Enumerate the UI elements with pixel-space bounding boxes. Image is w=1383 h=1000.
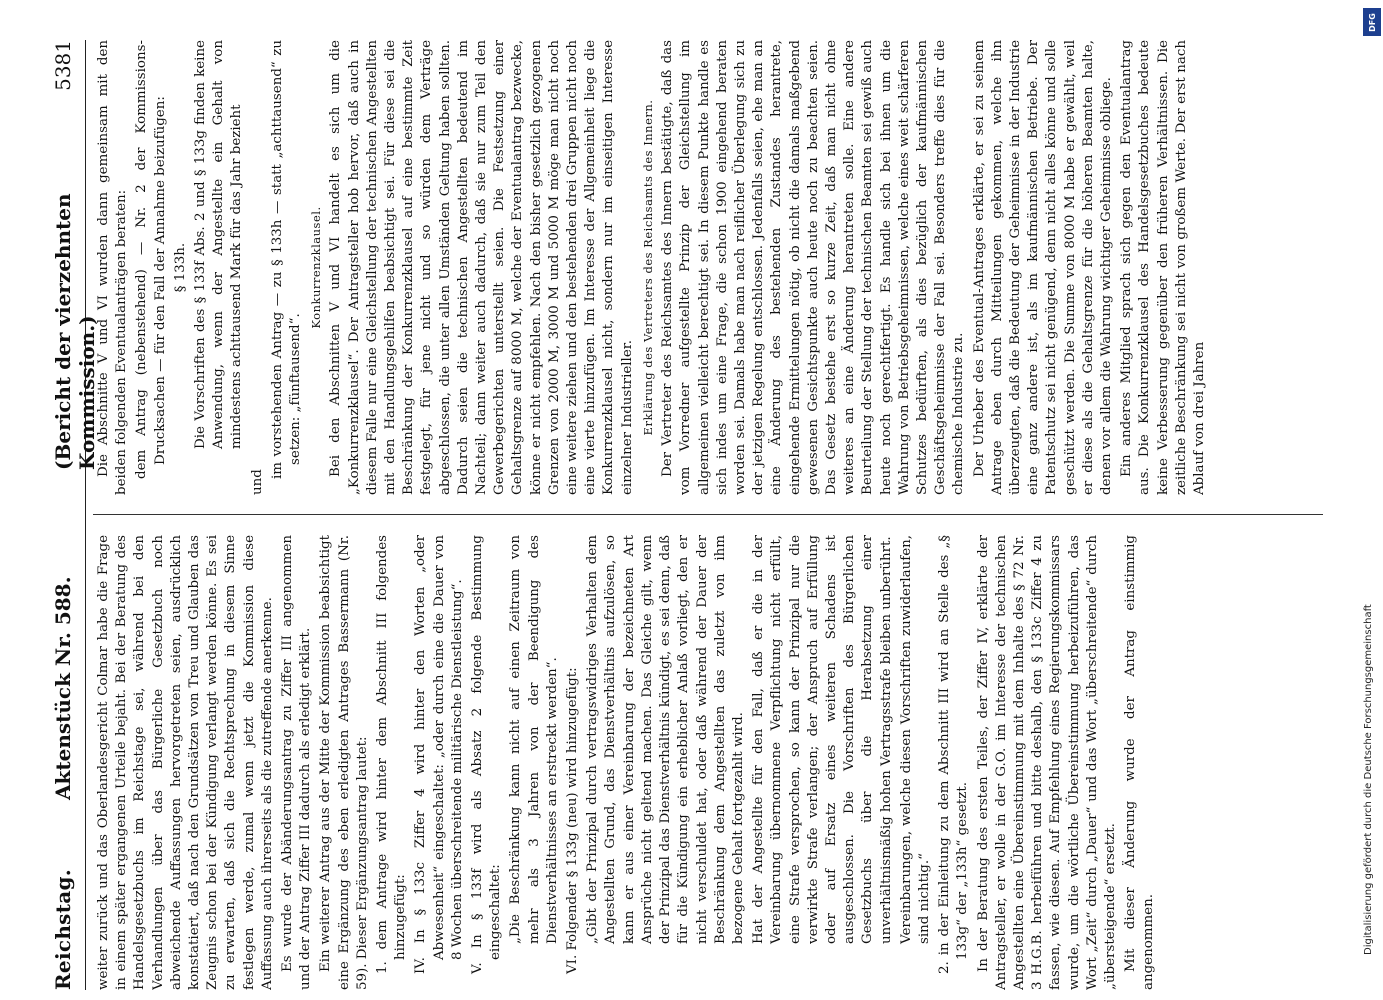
left-paragraph: „Die Beschränkung kann nicht auf einen Zeitraum von mehr als 3 Jahren von der Beendigung des Dienstverhältnisses an erstreckt werden“.: [508, 535, 560, 944]
left-paragraph: Es wurde der Abänderungsantrag zu Ziffer III angenommen und der Antrag Ziffer III dadurch als erledigt erklärt.: [280, 535, 314, 990]
left-paragraph: Vereinbarungen, welche diesen Vorschriften zuwiderlaufen, sind nichtig.“: [898, 535, 932, 944]
column-divider: [93, 514, 1323, 515]
right-paragraph: und: [249, 469, 265, 495]
left-paragraph: 1. dem Antrage wird hinter dem Abschnitt III folgendes hinzugefügt:: [375, 535, 409, 974]
right-paragraph: Der Urheber des Eventual-Antrages erklärte, er sei zu seinem Antrage eben durch Mitteilungen gekommen, welche ihn überzeugten, daß die Bedeutung der Geheimnisse in der Industrie eine ganz andere ist, als im kaufmännischen Betriebe. Der Patentschutz sei nicht genügend, denn nicht alles könne und solle geschützt werden. Die Summe von 8000 M habe er gewählt, weil er diese als die Gehaltsgrenze für die höheren Beamten halte, denen vor allem die Wahrung wichtiger Geheimnisse obliege.: [971, 40, 1114, 495]
right-paragraph: Die Abschnitte V und VI wurden dann gemeinsam mit den beiden folgenden Eventualanträgen beraten:: [96, 40, 130, 495]
left-paragraph: Ein weiterer Antrag aus der Mitte der Kommission beabsichtigt eine Ergänzung des eben erledigten Antrages Bassermann (Nr. 59). Dieser Ergänzungsantrag lautet:: [318, 535, 370, 990]
right-paragraph: dem Antrag (nebenstehend) — Nr. 2 der Kommissions-Drucksachen — für den Fall der Annahme beizufügen:: [134, 40, 168, 479]
header-report-title: (Bericht der vierzehnten Kommission.): [51, 193, 99, 470]
right-paragraph: Die Vorschriften des § 133f Abs. 2 und § 133g finden keine Anwendung, wenn der Angestellte ein Gehalt von mindestens achttausend Mark für das Jahr bezieht: [193, 40, 245, 449]
left-paragraph: Mit dieser Änderung wurde der Antrag einstimmig angenommen.: [1123, 535, 1157, 990]
right-paragraph: Erklärung des Vertreters des Reichsamts des Innern.: [640, 99, 655, 436]
right-paragraph: Ein anderes Mitglied sprach sich gegen den Eventualantrag aus. Die Konkurrenzklausel des Handelsgesetzbuches bedeute keine Verbesserung gegenüber den früheren Verhältnissen. Die zeitliche Beschränkung sei nicht von großem Werte. Der erst nach Ablauf von drei Jahren: [1119, 40, 1207, 495]
right-paragraph: im vorstehenden Antrag — zu § 133h — statt „achttausend“ zu setzen: „fünftausend“.: [269, 40, 304, 479]
left-paragraph: 2. in der Einleitung zu dem Abschnitt III wird an Stelle des „§ 133g“ der „133h“ gesetzt.: [937, 535, 971, 974]
left-paragraph: In der Beratung des ersten Teiles, der Ziffer IV, erklärte der Antragsteller, er wolle in der G.O. im Interesse der technischen Angestellten eine Übereinstimmung mit dem Inhalte des § 72 Nr. 3 H.G.B. herbeiführen und bitte deshalb, den § 133c Ziffer 4 zu fassen, wie diesen. Auf Empfehlung eines Regierungskommissars wurde, um die wörtliche Übereinstimmung herbeizuführen, das Wort „Zeit“ durch „Dauer“ und das Wort „überschreitende“ durch „übersteigende“ ersetzt.: [975, 535, 1118, 990]
running-header: [45, 40, 99, 990]
dfg-logo: DFG: [1363, 8, 1381, 36]
header-left: Reichstag.: [51, 868, 75, 990]
digitization-credit: Digitalisierung gefördert durch die Deutsche Forschungsgemeinschaft: [1363, 604, 1374, 955]
document-page: [45, 40, 1345, 990]
right-column: [95, 40, 1325, 495]
left-paragraph: IV. In § 133c Ziffer 4 wird hinter den Worten „oder Abwesenheit“ eingeschaltet: „oder durch eine die Dauer von 8 Wochen überschreitende militärische Dienstleistung“.: [413, 535, 465, 974]
left-column: [95, 535, 1325, 990]
left-paragraph: VI. Folgender § 133g (neu) wird hinzugefügt:: [565, 667, 581, 974]
digitization-sidebar: [1359, 0, 1383, 1000]
right-paragraph: Bei den Abschnitten V und VI handelt es sich um die „Konkurrenzklausel“. Der Antragsteller hob hervor, daß auch in diesem Falle nur eine Gleichstellung der technischen Angestellten mit den Handlungsgehilfen beabsichtigt sei. Für diese sei die Beschränkung der Konkurrenzklausel auf eine bestimmte Zeit festgelegt, für jene nicht und so würden dem Verträge abgeschlossen, die unter allen Umständen Geltung haben sollten. Dadurch seien die technischen Angestellten bedeutend im Nachteil; dann weiter auch dadurch, daß sie nur zum Teil den Gewerbegerichten unterstellt seien. Die Festsetzung einer Gehaltsgrenze auf 8000 M, welche der Eventualantrag bezwecke, könne er nicht empfehlen. Nach den bisher gesetzlich gezogenen Grenzen von 2000 M, 3000 M und 5000 M möge man nicht noch eine weitere ziehen und den bestehenden drei Gruppen nicht noch eine vierte hinzufügen. Im Interesse der Allgemeinheit liege die Konkurrenzklausel nicht, sondern nur im einseitigen Interesse einzelner Industrieller.: [328, 40, 635, 495]
left-paragraph: Hat der Angestellte für den Fall, daß er die in der Vereinbarung übernommene Verpflichtung nicht erfüllt, eine Strafe versprochen, so kann der Prinzipal nur die verwirkte Strafe verlangen; der Anspruch auf Erfüllung oder auf Ersatz eines weiteren Schadens ist ausgeschlossen. Die Vorschriften des Bürgerlichen Gesetzbuchs über die Herabsetzung einer unverhältnismäßig hohen Vertragsstrafe bleiben unberührt.: [751, 535, 894, 944]
right-paragraph: Konkurrenzklausel.: [309, 206, 324, 329]
page-number: 5381: [51, 40, 75, 91]
left-paragraph: V. In § 133f wird als Absatz 2 folgende Bestimmung eingeschaltet:: [470, 535, 504, 974]
left-paragraph: „Gibt der Prinzipal durch vertragswidriges Verhalten dem Angestellten Grund, das Dienstverhältnis aufzulösen, so kann er aus einer Vereinbarung der bezeichneten Art Ansprüche nicht geltend machen. Das Gleiche gilt, wenn der Prinzipal das Dienstverhältnis kündigt, es sei denn, daß für die Kündigung ein erheblicher Anlaß vorliegt, den er nicht verschuldet hat, oder daß während der Dauer der Beschränkung dem Angestellten das zuletzt von ihm bezogene Gehalt fortgezahlt wird.: [585, 535, 746, 944]
left-paragraph: weiter zurück und das Oberlandesgericht Colmar habe die Frage in einem später ergangenen Urteile bejaht. Bei der Beratung des Handelsgesetzbuchs im Reichstage sei, während bei den Verhandlungen über das Bürgerliche Gesetzbuch noch abweichende Auffassungen hervorgetreten seien, ausdrücklich konstatiert, daß nach den Grundsätzen von Treu und Glauben das Zeugnis schon bei der Kündigung verlangt werden könne. Es sei zu erwarten, daß sich die Rechtsprechung in diesem Sinne festlegen werde, zumal wenn jetzt die Kommission diese Auffassung auch ihrerseits als die zutreffende anerkenne.: [96, 535, 275, 990]
right-paragraph: § 133h.: [172, 242, 188, 293]
right-paragraph: Der Vertreter des Reichsamtes des Innern bestätigte, daß das vom Vorredner aufgestellte Prinzip der Gleichstellung im allgemeinen vielleicht berechtigt sei. In diesem Punkte handle es sich indes um eine Frage, die schon 1900 eingehend beraten worden sei. Damals habe man nach reiflicher Überlegung sich zu der jetzigen Regelung entschlossen. Jedenfalls seien, ehe man an eine Änderung des bestehenden Zustandes herantrete, eingehende Ermittelungen nötig, ob nicht die damals maßgebend gewesenen Gesichtspunkte auch heute noch zu beachten seien. Das Gesetz bestehe erst so kurze Zeit, daß man nicht ohne weiteres an eine Änderung herantreten solle. Eine andere Beurteilung der Stellung der technischen Beamten sei gewiß auch heute noch gerechtfertigt. Es handle sich bei ihnen um die Wahrung von Betriebsgeheimnissen, welche eines weit schärferen Schutzes bedürften, als dies bezüglich der kaufmännischen Geschäftsgeheimnisse der Fall sei. Besonders treffe dies für die chemische Industrie zu.: [660, 40, 967, 495]
header-document-number: Aktenstück Nr. 588.: [51, 576, 75, 800]
